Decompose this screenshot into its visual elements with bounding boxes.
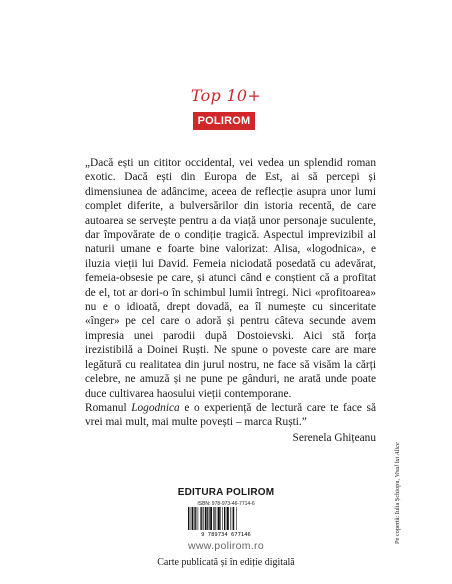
publisher-badge: POLIROM bbox=[193, 112, 255, 130]
barcode-bar bbox=[224, 507, 225, 530]
barcode-bar bbox=[190, 507, 191, 530]
artwork-title: Visul lui Alice bbox=[394, 442, 401, 478]
barcode-bar bbox=[194, 507, 195, 530]
blurb-signature: Serenela Ghițeanu bbox=[292, 431, 376, 444]
barcode-bar bbox=[214, 507, 215, 530]
barcode-bar bbox=[203, 507, 204, 530]
barcode-bar bbox=[209, 507, 210, 530]
barcode-digits: 9 789734 677146 bbox=[201, 532, 251, 537]
cover-credit bbox=[394, 442, 401, 544]
barcode-bar bbox=[195, 507, 196, 530]
barcode-bar bbox=[222, 507, 223, 530]
website-link[interactable]: www.polirom.ro bbox=[188, 540, 264, 552]
blurb-text: Romanul bbox=[85, 401, 132, 414]
barcode-bar bbox=[230, 507, 231, 530]
barcode-bar bbox=[200, 507, 201, 530]
barcode bbox=[184, 501, 268, 537]
barcode-bar bbox=[198, 507, 199, 530]
publisher-name: EDITURA POLIROM bbox=[177, 487, 275, 498]
blurb bbox=[85, 156, 376, 445]
barcode-bar bbox=[210, 507, 212, 530]
barcode-bar bbox=[207, 507, 208, 530]
barcode-bar bbox=[201, 507, 202, 530]
barcode-bar bbox=[220, 507, 221, 530]
digital-edition-note: Carte publicată și în ediție digitală bbox=[157, 557, 295, 568]
isbn-label: ISBN: 978-973-46-7714-6 bbox=[197, 501, 255, 507]
blurb-paragraph-2 bbox=[85, 401, 376, 430]
book-title: Logodnica bbox=[131, 401, 180, 414]
barcode-bar bbox=[188, 507, 189, 530]
cover-credit-text: Pe copertă: Iulia Șchiopu, bbox=[394, 477, 401, 544]
blurb-text: e o experiență de lectură care te face să vrei mai mult, mai multe povești – marca Ruști.” bbox=[85, 401, 376, 429]
barcode-bar bbox=[192, 507, 194, 530]
barcode-bar bbox=[217, 507, 218, 530]
blurb-paragraph: „Dacă ești un cititor occidental, vei vedea un splendid roman exotic. Dacă ești din Europa de Est, ai să percepi și dimensiunea de adâncime, aceea de reflecție asupra unor lumi complet diferite, a bulversărilor din istoria recentă, de care autoarea se servește pentru a da viață unor personaje suculente, dar împovărate de o condiție tragică. Aspectul imprevizibil al naturii umane e foarte bine valorizat: Alisa, «logodnica», e iluzia vieții lui David. Femeia niciodată posedată cu adevărat, femeia-obsesie pe care, și atunci când e conștient că a profitat de el, tot ar dori-o în schimbul lumii întregi. Nici «profitoarea» nu e o idioată, drept dovadă, ea îl numește cu sinceritate «înger» pe cel care o adoră și pentru câteva secunde avem impresia unei parodii după Dostoievski. Aici stă forța irezistibilă a Doinei Ruști. Ne spune o poveste care are mare legătură cu realitatea din jurul nostru, ne face să visăm la cărți celebre, ne amuză și ne pune pe gânduri, ne arată unde poate duce cultivarea haosului vieții contemporane. bbox=[85, 157, 376, 400]
series-logo: Top 10+ bbox=[190, 86, 262, 105]
barcode-bar bbox=[213, 507, 214, 530]
barcode-bar bbox=[205, 507, 207, 530]
barcode-bar bbox=[226, 507, 227, 530]
barcode-bar bbox=[227, 507, 229, 530]
barcode-bar bbox=[232, 507, 233, 530]
barcode-bar bbox=[233, 507, 234, 530]
barcode-bar bbox=[218, 507, 220, 530]
barcode-image bbox=[184, 507, 268, 537]
barcode-bar bbox=[236, 507, 237, 530]
